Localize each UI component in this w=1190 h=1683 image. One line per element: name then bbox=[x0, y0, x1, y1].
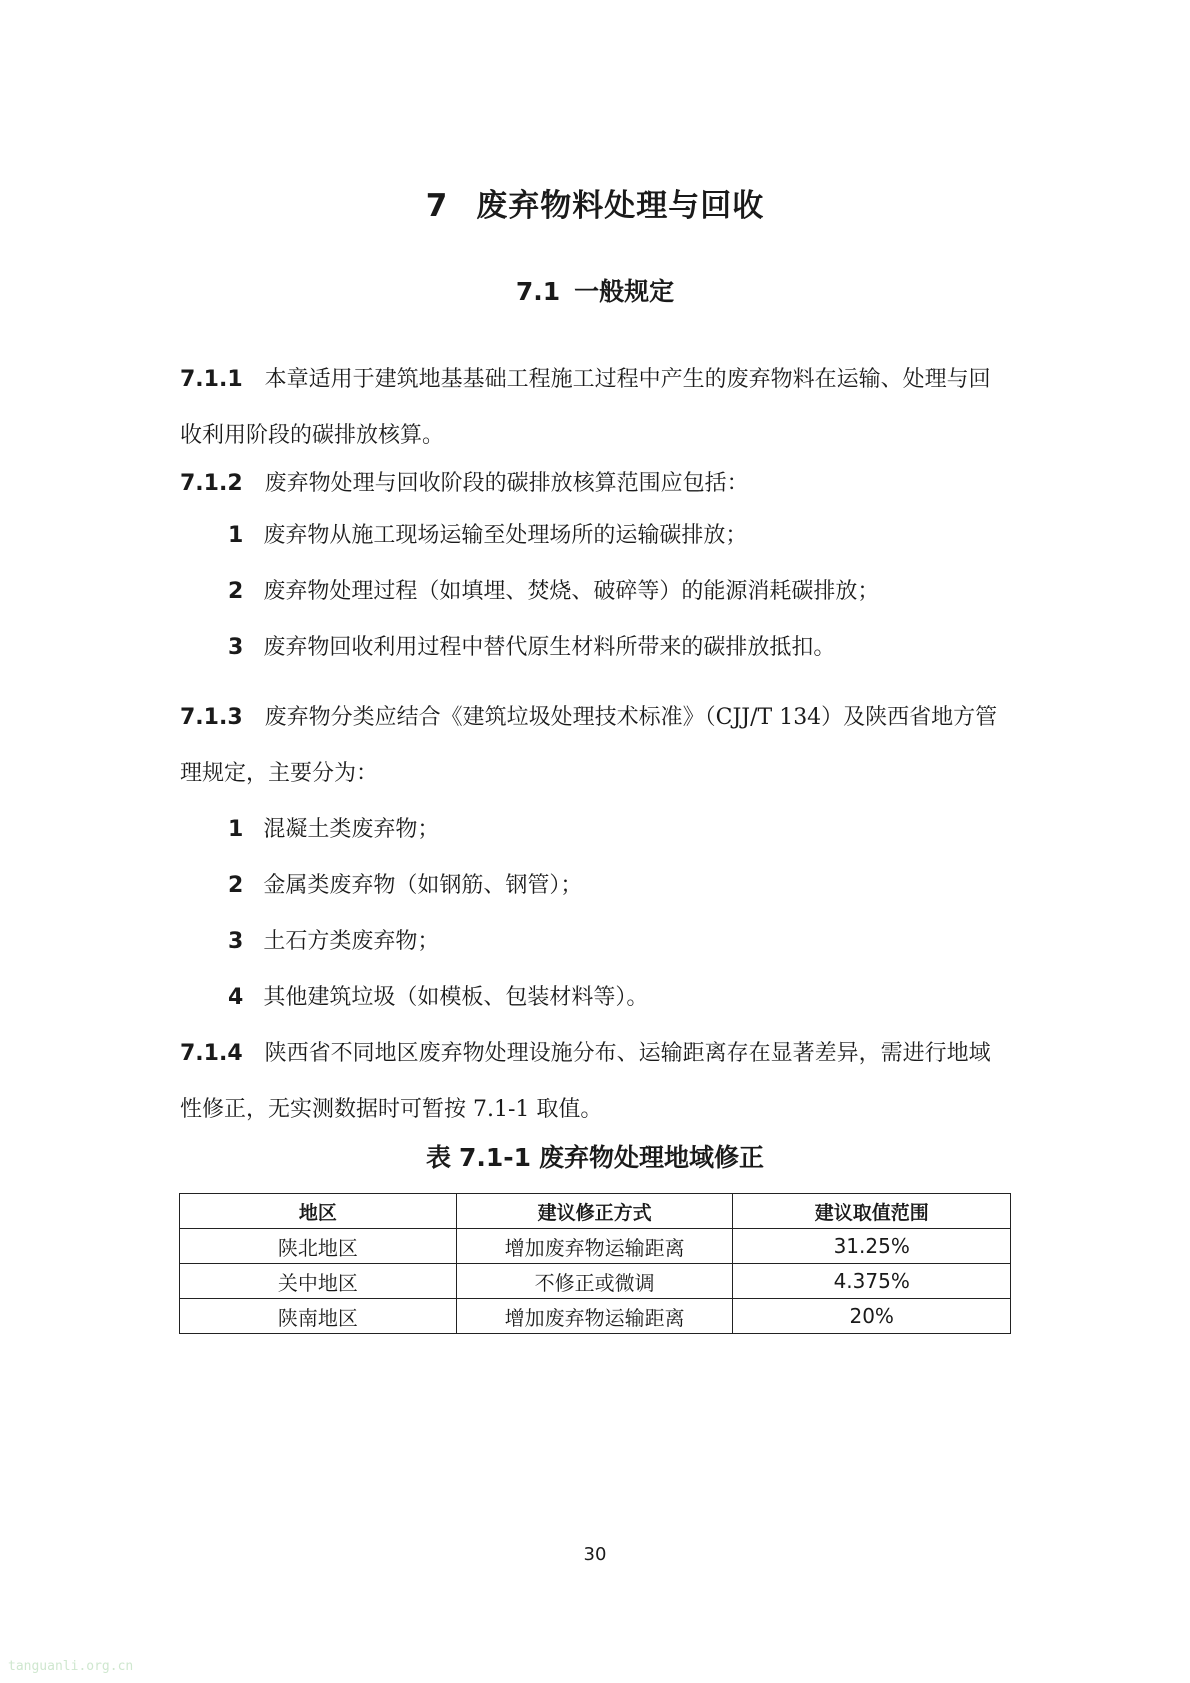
list-item-number: 4 bbox=[228, 985, 244, 1010]
clause-text: 废弃物分类应结合《建筑垃圾处理技术标准》（CJJ/T 134）及陕西省地方管理规定，主要分为： bbox=[180, 705, 998, 786]
table-caption-number: 7.1-1 bbox=[458, 1143, 532, 1172]
table-cell-value: 4.375% bbox=[733, 1264, 1011, 1299]
section-title-text: 一般规定 bbox=[574, 277, 675, 306]
list-item-text: 废弃物从施工现场运输至处理场所的运输碳排放； bbox=[263, 523, 748, 548]
table-cell-region: 陕南地区 bbox=[180, 1299, 457, 1334]
clause-text: 废弃物处理与回收阶段的碳排放核算范围应包括： bbox=[264, 471, 749, 496]
list-item bbox=[228, 620, 835, 676]
list-item-number: 1 bbox=[228, 817, 244, 842]
list-item-text: 废弃物处理过程（如填埋、焚烧、破碎等）的能源消耗碳排放； bbox=[263, 579, 880, 604]
chapter-title-text: 废弃物料处理与回收 bbox=[476, 188, 765, 224]
clause-7-1-2 bbox=[180, 456, 1010, 512]
table-cell-method: 增加废弃物运输距离 bbox=[456, 1229, 733, 1264]
clause-7-1-3 bbox=[180, 690, 1010, 802]
chapter-title bbox=[0, 180, 1190, 225]
section-title bbox=[0, 272, 1190, 308]
list-item bbox=[228, 858, 582, 914]
table-header-row bbox=[180, 1194, 1011, 1229]
table-header-cell: 地区 bbox=[180, 1194, 457, 1229]
list-item-text: 其他建筑垃圾（如模板、包装材料等）。 bbox=[263, 985, 649, 1010]
list-item-text: 废弃物回收利用过程中替代原生材料所带来的碳排放抵扣。 bbox=[263, 635, 836, 660]
table-caption-title: 废弃物处理地域修正 bbox=[539, 1143, 765, 1172]
table-cell-method: 增加废弃物运输距离 bbox=[456, 1299, 733, 1334]
table-row bbox=[180, 1229, 1011, 1264]
section-number: 7.1 bbox=[515, 277, 561, 306]
list-item-text: 混凝土类废弃物； bbox=[263, 817, 440, 842]
clause-7-1-1 bbox=[180, 352, 1010, 464]
list-item bbox=[228, 914, 439, 970]
list-item bbox=[228, 802, 439, 858]
list-item-number: 3 bbox=[228, 929, 244, 954]
clause-text: 本章适用于建筑地基基础工程施工过程中产生的废弃物料在运输、处理与回收利用阶段的碳排放核算。 bbox=[180, 367, 991, 448]
clause-7-1-4 bbox=[180, 1026, 1010, 1138]
page-number: 30 bbox=[583, 1544, 607, 1565]
table-cell-region: 陕北地区 bbox=[180, 1229, 457, 1264]
clause-number: 7.1.1 bbox=[180, 367, 243, 392]
table-cell-value: 31.25% bbox=[733, 1229, 1011, 1264]
list-item-text: 金属类废弃物（如钢筋、钢管）； bbox=[263, 873, 583, 898]
table-caption-prefix: 表 bbox=[425, 1143, 451, 1172]
table-cell-value: 20% bbox=[733, 1299, 1011, 1334]
list-item-number: 1 bbox=[228, 523, 244, 548]
list-item-text: 土石方类废弃物； bbox=[263, 929, 440, 954]
chapter-number: 7 bbox=[425, 188, 449, 224]
list-item bbox=[228, 970, 648, 1026]
clause-number: 7.1.2 bbox=[180, 471, 243, 496]
clause-text: 陕西省不同地区废弃物处理设施分布、运输距离存在显著差异，需进行地域性修正，无实测数据时可暂按 7.1-1 取值。 bbox=[180, 1041, 991, 1122]
table-row bbox=[180, 1264, 1011, 1299]
table-row bbox=[180, 1299, 1011, 1334]
list-item bbox=[228, 564, 879, 620]
list-item bbox=[228, 508, 747, 564]
table-cell-region: 关中地区 bbox=[180, 1264, 457, 1299]
clause-number: 7.1.3 bbox=[180, 705, 243, 730]
clause-number: 7.1.4 bbox=[180, 1041, 243, 1066]
table-header-cell: 建议修正方式 bbox=[456, 1194, 733, 1229]
table-header-cell: 建议取值范围 bbox=[733, 1194, 1011, 1229]
list-item-number: 3 bbox=[228, 635, 244, 660]
correction-table bbox=[179, 1193, 1011, 1334]
list-item-number: 2 bbox=[228, 579, 244, 604]
table-cell-method: 不修正或微调 bbox=[456, 1264, 733, 1299]
watermark-text: tanguanli.org.cn bbox=[8, 1659, 134, 1674]
table-caption bbox=[0, 1138, 1190, 1174]
list-item-number: 2 bbox=[228, 873, 244, 898]
